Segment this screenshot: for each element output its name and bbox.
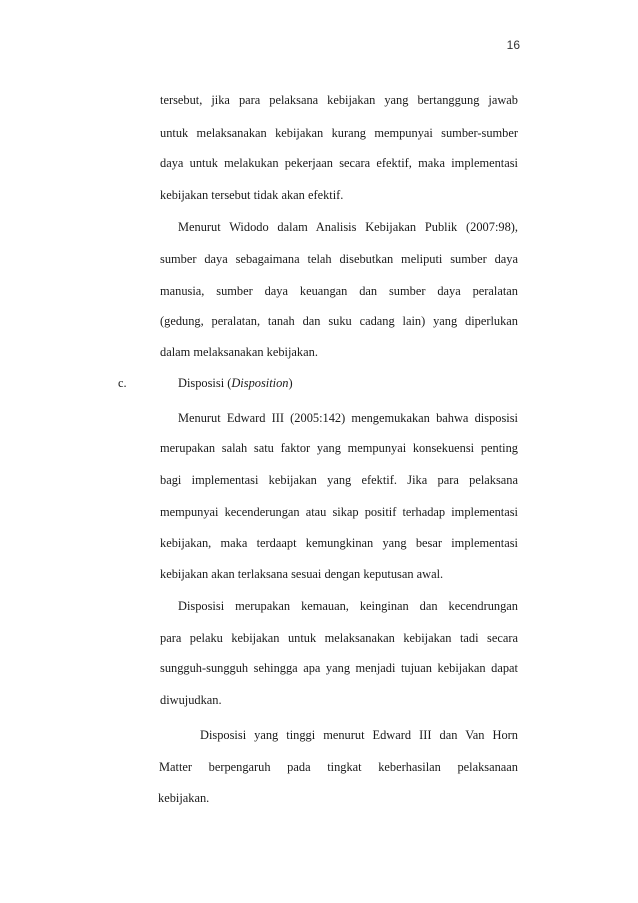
text-line: Disposisi merupakan kemauan, keinginan dan kecendrungan: [178, 599, 518, 613]
section-heading: [178, 375, 293, 391]
text-line: Menurut Edward III (2005:142) mengemukakan bahwa disposisi: [178, 411, 518, 425]
text-line: Disposisi yang tinggi menurut Edward III dan Van Horn: [200, 728, 518, 742]
text-line: bagi implementasi kebijakan yang efektif. Jika para pelaksana: [160, 473, 518, 487]
text-line: manusia, sumber daya keuangan dan sumber daya peralatan: [160, 284, 518, 298]
text-line: Matter berpengaruh pada tingkat keberhasilan pelaksanaan: [159, 760, 518, 774]
text-line: kebijakan akan terlaksana sesuai dengan keputusan awal.: [160, 567, 444, 581]
text-line: sumber daya sebagaimana telah disebutkan meliputi sumber daya: [160, 252, 518, 266]
text-line: diwujudkan.: [160, 693, 222, 707]
text-line: Menurut Widodo dalam Analisis Kebijakan Publik (2007:98),: [178, 220, 518, 234]
text-line: mempunyai kecenderungan atau sikap positif terhadap implementasi: [160, 505, 518, 519]
text-line: daya untuk melakukan pekerjaan secara efektif, maka implementasi: [160, 156, 518, 170]
text-line: para pelaku kebijakan untuk melaksanakan kebijakan tadi secara: [160, 631, 518, 645]
text-line: merupakan salah satu faktor yang mempunyai konsekuensi penting: [160, 441, 518, 455]
text-line: sungguh-sungguh sehingga apa yang menjadi tujuan kebijakan dapat: [160, 661, 518, 675]
text-line: (gedung, peralatan, tanah dan suku cadang lain) yang diperlukan: [160, 314, 518, 328]
text-line: dalam melaksanakan kebijakan.: [160, 345, 318, 359]
heading-text-end: ): [288, 376, 293, 390]
list-marker: c.: [118, 376, 127, 390]
text-line: kebijakan.: [158, 791, 210, 805]
text-line: kebijakan, maka terdaapt kemungkinan yang besar implementasi: [160, 536, 518, 550]
page-number: 16: [506, 38, 520, 52]
heading-text: Disposisi (: [178, 376, 232, 390]
heading-italic-text: Disposition: [231, 376, 289, 390]
text-line: kebijakan tersebut tidak akan efektif.: [160, 188, 344, 202]
text-line: tersebut, jika para pelaksana kebijakan yang bertanggung jawab: [160, 93, 518, 107]
text-line: untuk melaksanakan kebijakan kurang mempunyai sumber-sumber: [160, 126, 518, 140]
